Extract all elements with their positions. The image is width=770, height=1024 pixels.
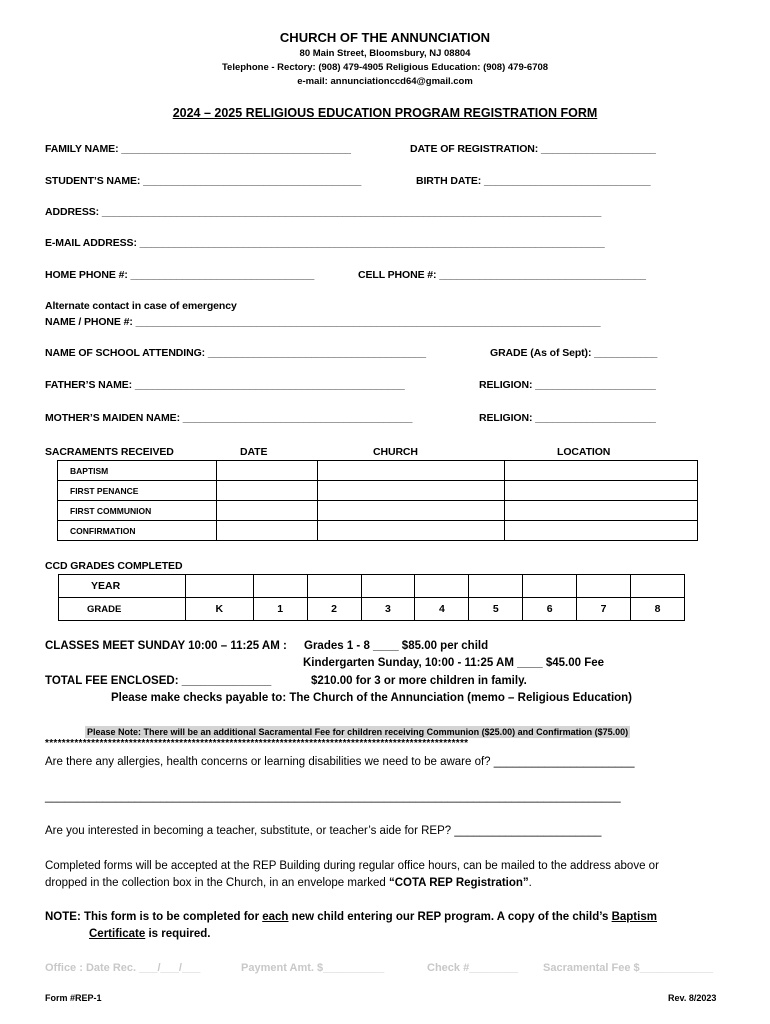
table-cell[interactable] [523, 575, 577, 598]
note-baptism: Baptism [611, 911, 657, 923]
allergies-blank-line[interactable]: __________________________________________________________________________________________ [45, 791, 621, 803]
table-cell[interactable] [217, 481, 318, 501]
table-cell[interactable] [318, 481, 505, 501]
table-cell[interactable] [186, 575, 254, 598]
sacraments-date-header: DATE [240, 446, 268, 458]
grade-3: 3 [361, 598, 415, 621]
cell-phone-field[interactable]: CELL PHONE #: ____________________________________ [358, 269, 646, 281]
birth-date-field[interactable]: BIRTH DATE: _____________________________ [416, 175, 651, 187]
envelope-mark: “COTA REP Registration” [388, 877, 529, 889]
alternate-contact-label: Alternate contact in case of emergency [45, 300, 237, 312]
completed-forms-line2 [45, 877, 532, 889]
grade-field[interactable]: GRADE (As of Sept): ___________ [490, 347, 658, 359]
note-part3: is required. [145, 928, 211, 940]
grade-1: 1 [253, 598, 307, 621]
table-cell[interactable] [505, 461, 698, 481]
total-fee-field[interactable]: TOTAL FEE ENCLOSED: ______________ [45, 675, 272, 687]
note-line1 [45, 911, 657, 923]
office-date-received: Office : Date Rec. ___/___/___ [45, 962, 201, 974]
church-address: 80 Main Street, Bloomsbury, NJ 08804 [299, 48, 471, 59]
sacraments-location-header: LOCATION [557, 446, 611, 458]
table-cell[interactable] [217, 521, 318, 541]
table-cell[interactable] [415, 575, 469, 598]
grade-2: 2 [307, 598, 361, 621]
revision: Rev. 8/2023 [668, 993, 717, 1003]
church-name: CHURCH OF THE ANNUNCIATION [279, 30, 491, 45]
classes-schedule: CLASSES MEET SUNDAY 10:00 – 11:25 AM : [45, 640, 287, 652]
note-part1: NOTE: This form is to be completed for [45, 911, 263, 923]
grades-1-8-fee: Grades 1 - 8 ____ $85.00 per child [304, 640, 489, 652]
father-name-field[interactable]: FATHER’S NAME: _______________________________________________ [45, 379, 405, 391]
table-row [58, 461, 698, 481]
kindergarten-fee: Kindergarten Sunday, 10:00 - 11:25 AM ____ $45.00 Fee [303, 657, 605, 669]
form-title: 2024 – 2025 RELIGIOUS EDUCATION PROGRAM REGISTRATION FORM [172, 106, 598, 120]
email-field[interactable]: E-MAIL ADDRESS: _________________________________________________________________________________ [45, 237, 605, 249]
note-each: each [262, 911, 289, 923]
family-name-field[interactable]: FAMILY NAME: ________________________________________ [45, 143, 351, 155]
table-row [58, 481, 698, 501]
ccd-grades-title: CCD GRADES COMPLETED [45, 560, 183, 572]
grade-6: 6 [523, 598, 577, 621]
table-row [59, 598, 685, 621]
family-fee: $210.00 for 3 or more children in family. [311, 675, 527, 687]
name-phone-field[interactable]: NAME / PHONE #: _________________________________________________________________________________ [45, 316, 601, 328]
office-check-number: Check #________ [427, 962, 519, 974]
sacraments-table [57, 460, 698, 541]
table-cell[interactable] [505, 501, 698, 521]
table-cell[interactable] [217, 501, 318, 521]
home-phone-field[interactable]: HOME PHONE #: ________________________________ [45, 269, 315, 281]
grade-label: GRADE [59, 598, 186, 621]
sacrament-first-penance: FIRST PENANCE [58, 481, 217, 501]
church-phones: Telephone - Rectory: (908) 479-4905 Religious Education: (908) 479-6708 [221, 62, 549, 73]
father-religion-field[interactable]: RELIGION: _____________________ [479, 379, 656, 391]
mother-religion-field[interactable]: RELIGION: _____________________ [479, 412, 656, 424]
address-field[interactable]: ADDRESS: _______________________________________________________________________________________ [45, 206, 602, 218]
office-sacramental-fee: Sacramental Fee $____________ [543, 962, 714, 974]
table-row [58, 501, 698, 521]
sacrament-confirmation: CONFIRMATION [58, 521, 217, 541]
mother-name-field[interactable]: MOTHER’S MAIDEN NAME: ________________________________________ [45, 412, 413, 424]
grade-7: 7 [577, 598, 631, 621]
star-divider: ***************************************************************************************************** [45, 738, 469, 749]
date-of-registration-field[interactable]: DATE OF REGISTRATION: ____________________ [410, 143, 656, 155]
table-cell[interactable] [307, 575, 361, 598]
sacrament-baptism: BAPTISM [58, 461, 217, 481]
note-part2: new child entering our REP program. A copy of the child’s [288, 911, 612, 923]
church-email: e-mail: annunciationccd64@gmail.com [297, 76, 473, 87]
grade-8: 8 [631, 598, 685, 621]
sacrament-first-communion: FIRST COMMUNION [58, 501, 217, 521]
year-label: YEAR [59, 575, 186, 598]
form-number: Form #REP-1 [45, 993, 102, 1003]
grade-4: 4 [415, 598, 469, 621]
office-payment-amount: Payment Amt. $__________ [241, 962, 385, 974]
table-cell[interactable] [318, 521, 505, 541]
table-cell[interactable] [318, 461, 505, 481]
sacraments-church-header: CHURCH [373, 446, 418, 458]
sacraments-header: SACRAMENTS RECEIVED [45, 446, 174, 458]
table-cell[interactable] [318, 501, 505, 521]
table-row [59, 575, 685, 598]
completed-text: dropped in the collection box in the Church, in an envelope marked [45, 877, 389, 889]
table-cell[interactable] [505, 481, 698, 501]
note-line2 [89, 928, 210, 940]
table-cell[interactable] [631, 575, 685, 598]
note-certificate: Certificate [89, 928, 146, 940]
table-cell[interactable] [577, 575, 631, 598]
table-row [58, 521, 698, 541]
allergies-question[interactable]: Are there any allergies, health concerns or learning disabilities we need to be aware of? ______________________ [45, 756, 635, 768]
grade-5: 5 [469, 598, 523, 621]
grade-k: K [186, 598, 254, 621]
checks-payable: Please make checks payable to: The Church of the Annunciation (memo – Religious Education) [111, 692, 633, 704]
ccd-grades-table [58, 574, 685, 621]
table-cell[interactable] [505, 521, 698, 541]
table-cell[interactable] [361, 575, 415, 598]
table-cell[interactable] [253, 575, 307, 598]
student-name-field[interactable]: STUDENT’S NAME: ______________________________________ [45, 175, 362, 187]
teacher-question[interactable]: Are you interested in becoming a teacher, substitute, or teacher’s aide for REP? _______________________ [45, 825, 602, 837]
school-field[interactable]: NAME OF SCHOOL ATTENDING: ______________________________________ [45, 347, 426, 359]
completed-forms-line1: Completed forms will be accepted at the REP Building during regular office hours, can be mailed to the address above or [45, 860, 659, 872]
period: . [528, 877, 532, 889]
table-cell[interactable] [469, 575, 523, 598]
note-text: Please Note: There will be an additional Sacramental Fee for children receiving Communion ($25.00) and Confirmation ($75.00) [87, 727, 629, 737]
table-cell[interactable] [217, 461, 318, 481]
